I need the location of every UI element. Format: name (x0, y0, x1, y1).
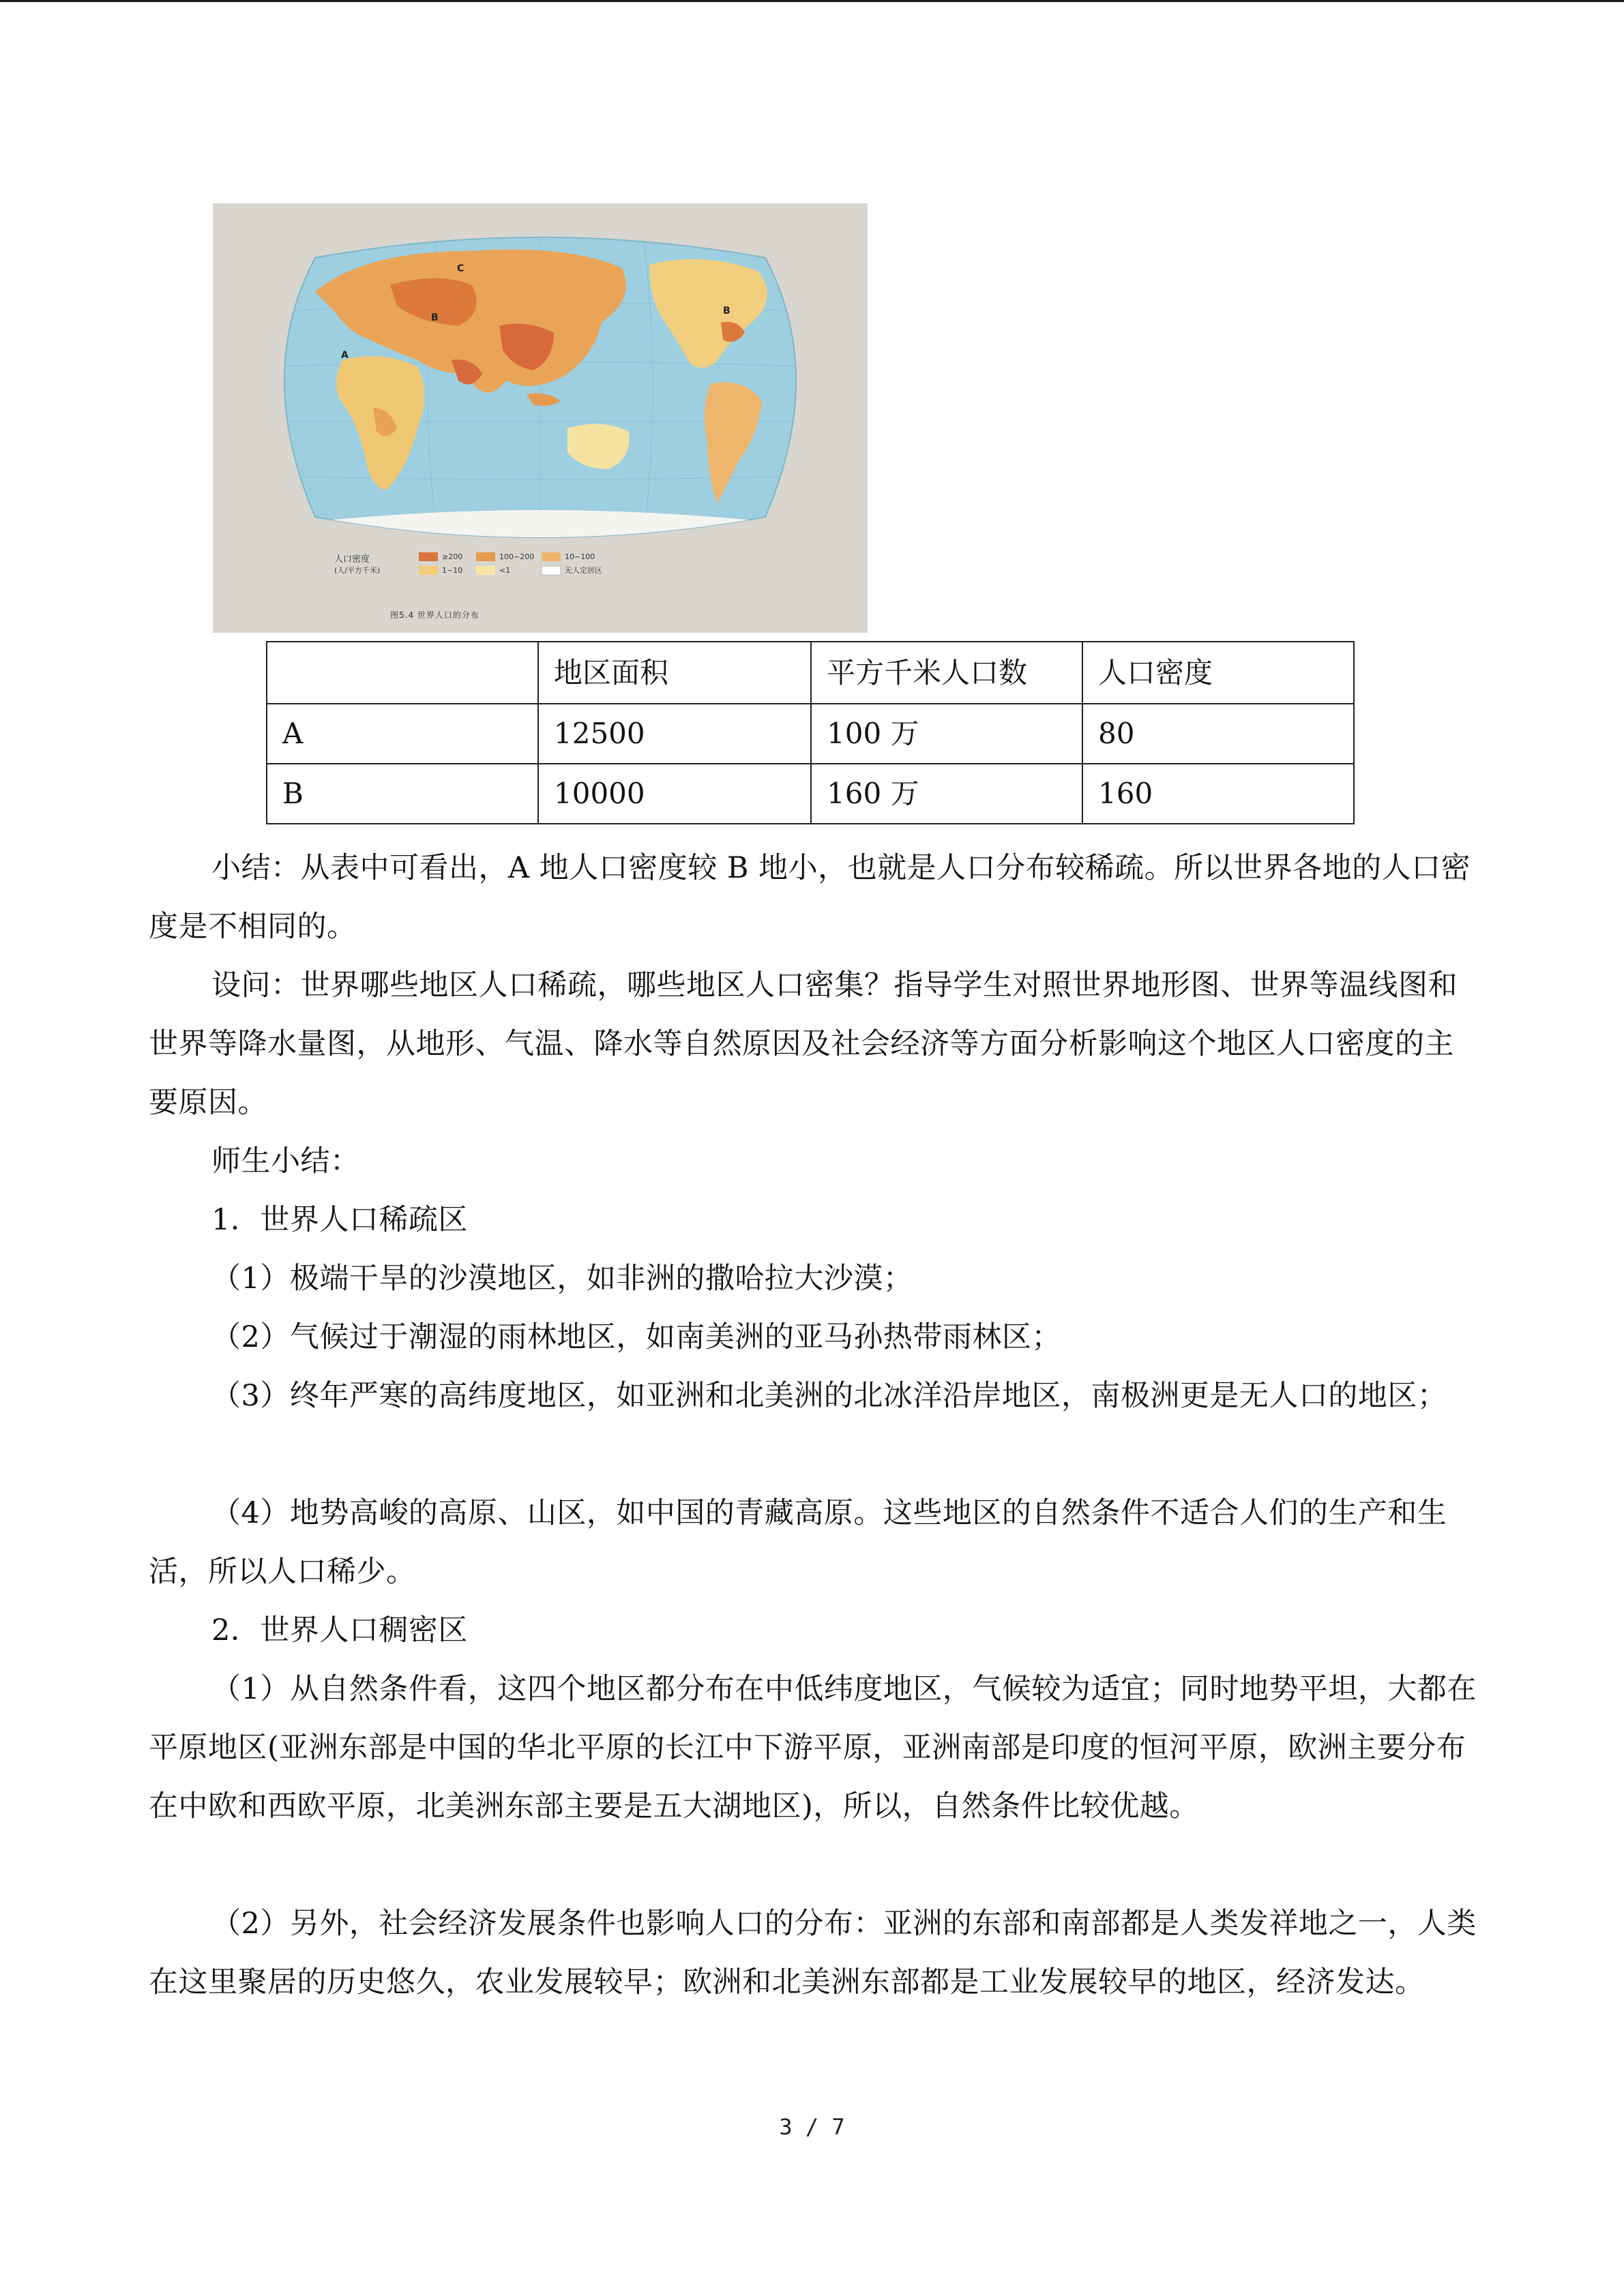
list-item: （1）极端干旱的沙漠地区，如非洲的撒哈拉大沙漠； (211, 1262, 913, 1296)
population-density-table (266, 641, 1355, 824)
sparse-regions-heading: 1．世界人口稀疏区 (211, 1203, 468, 1237)
table-header-row (267, 642, 1354, 704)
table-cell: 160 万 (811, 764, 1082, 824)
table-cell: 10000 (538, 764, 811, 824)
list-item: （2）另外，社会经济发展条件也影响人口的分布：亚洲的东部和南部都是人类发祥地之一，人类在这里聚居的历史悠久，农业发展较早；欧洲和北美洲东部都是工业发展较早的地区，经济发达。 (149, 1907, 1477, 1999)
dense-regions-heading: 2．世界人口稠密区 (211, 1613, 468, 1648)
table-row (267, 704, 1354, 764)
question-paragraph: 设问：世界哪些地区人口稀疏，哪些地区人口密集？指导学生对照世界地形图、世界等温线图和世界等降水量图，从地形、气温、降水等自然原因及社会经济等方面分析影响这个地区人口密度的主要原因。 (149, 968, 1458, 1120)
world-map-illustration (213, 203, 868, 633)
table-header-cell: 平方千米人口数 (811, 642, 1082, 704)
legend-item: 100~200 (499, 552, 535, 561)
summary-paragraph: 小结：从表中可看出，A 地人口密度较 B 地小，也就是人口分布较稀疏。所以世界各地的人口密度是不相同的。 (149, 851, 1471, 944)
legend-item: 1~10 (442, 565, 463, 575)
map-label-a: A (341, 350, 349, 361)
table-cell: 100 万 (811, 704, 1082, 764)
map-caption: 图5.4 世界人口的分布 (390, 610, 479, 620)
map-label-b: B (431, 312, 439, 323)
list-item: （2）气候过于潮湿的雨林地区，如南美洲的亚马孙热带雨林区； (211, 1320, 1061, 1354)
table-header-cell: 地区面积 (538, 642, 811, 704)
world-population-map-figure (213, 203, 868, 633)
map-label-b: B (723, 305, 730, 316)
list-item: （1）从自然条件看，这四个地区都分布在中低纬度地区，气候较为适宜；同时地势平坦，大都在平原地区(亚洲东部是中国的华北平原的长江中下游平原，亚洲南部是印度的恒河平原，欧洲主要分布在中欧和西欧平原，北美洲东部主要是五大湖地区)，所以，自然条件比较优越。 (149, 1672, 1477, 1823)
list-item: （3）终年严寒的高纬度地区，如亚洲和北美洲的北冰洋沿岸地区，南极洲更是无人口的地区； (211, 1379, 1447, 1413)
legend-item: ≥200 (442, 552, 463, 561)
page-number: 3 / 7 (779, 2114, 845, 2140)
legend-item: <1 (499, 565, 511, 575)
teacher-student-summary-heading: 师生小结： (211, 1144, 360, 1178)
table-header-cell (267, 642, 538, 704)
list-item: （4）地势高峻的高原、山区，如中国的青藏高原。这些地区的自然条件不适合人们的生产和生活，所以人口稀少。 (149, 1496, 1447, 1589)
legend-subtitle: (人/平方千米) (334, 566, 381, 575)
top-rule (0, 0, 1624, 2)
legend-item: 无人定居区 (565, 566, 602, 575)
table-cell: B (267, 764, 538, 824)
table-cell: 12500 (538, 704, 811, 764)
table-cell: 160 (1082, 764, 1354, 824)
table-cell: 80 (1082, 704, 1354, 764)
table-header-cell: 人口密度 (1082, 642, 1354, 704)
table-cell: A (267, 704, 538, 764)
legend-item: 10~100 (565, 552, 595, 561)
map-label-c: C (457, 263, 464, 274)
legend-title-text: 人口密度 (334, 554, 370, 565)
table-row (267, 764, 1354, 824)
